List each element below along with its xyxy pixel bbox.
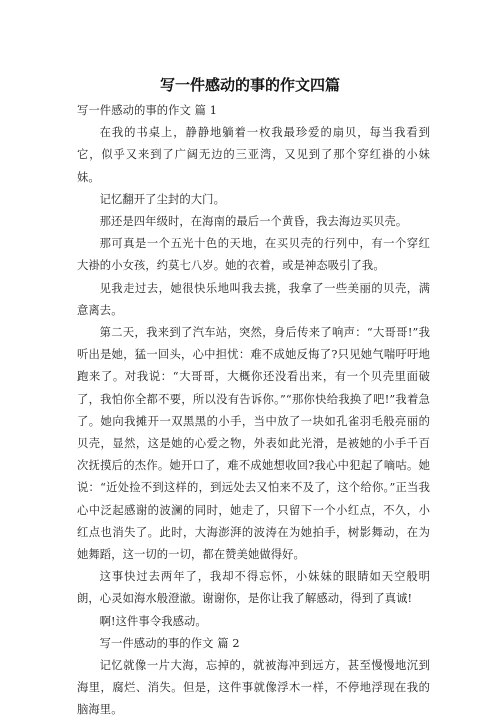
paragraph: 记忆就像一片大海，忘掉的，就被海冲到远方，甚至慢慢地沉到海里，腐烂、消失。但是，这件事就像浮木一样，不停地浮现在我的脑海里。 — [77, 659, 430, 717]
paragraph: 那还是四年级时，在海南的最后一个黄昏，我去海边买贝壳。 — [99, 215, 408, 229]
paragraph: 这事快过去两年了，我却不得忘怀，小妹妹的眼睛如天空般明朗，心灵如海水般澄澈。谢谢你，是你让我了解感动，得到了真诚! — [77, 570, 430, 606]
paragraph: 在我的书桌上，静静地躺着一枚我最珍爱的扇贝，每当我看到它，似乎又来到了广阔无边的三亚湾，又见到了那个穿红褂的小妹妹。 — [77, 126, 430, 184]
essay-2-heading: 写一件感动的事的作文 篇 2 — [99, 636, 240, 650]
paragraph: 第二天，我来到了汽车站，突然，身后传来了响声：“大哥哥!”我听出是她，猛一回头，心中担忧：难不成她反悔了?只见她气喘吁吁地跑来了。对我说：“大哥哥，大概你还没看出来，有一个贝壳里面破了，我怕你全都不要，所以没有告诉你。”“那你快给我换了吧!”我着急了。她向我摊开一双黑黑的小手，当中放了一块如孔雀羽毛般亮丽的贝壳，显然，这是她的心爱之物，外表如此光滑，是被她的小手千百次抚摸后的杰作。她开口了，难不成她想收回?我心中犯起了嘀咕。她说：“近处捡不到这样的，到远处去又怕来不及了，这个给你。”正当我心中泛起感谢的波澜的同时，她走了，只留下一个小红点，不久，小红点也消失了。此时，大海澎湃的波涛在为她拍手，树影舞动，在为她舞蹈，这一切的一切，都在赞美她做得好。 — [77, 326, 430, 562]
paragraph: 那可真是一个五光十色的天地，在买贝壳的行列中，有一个穿红大褂的小女孩，约莫七八岁。她的衣着，或是神态吸引了我。 — [77, 237, 430, 273]
essay-1-heading: 写一件感动的事的作文 篇 1 — [77, 104, 218, 117]
document-body — [77, 100, 430, 722]
paragraph: 见我走过去，她很快乐地叫我去挑，我拿了一些美丽的贝壳，满意离去。 — [77, 281, 430, 317]
paragraph: 啊!这件事令我感动。 — [99, 614, 207, 628]
paragraph: 记忆翻开了尘封的大门。 — [99, 192, 225, 206]
document-title: 写一件感动的事的作文四篇 — [159, 76, 340, 94]
